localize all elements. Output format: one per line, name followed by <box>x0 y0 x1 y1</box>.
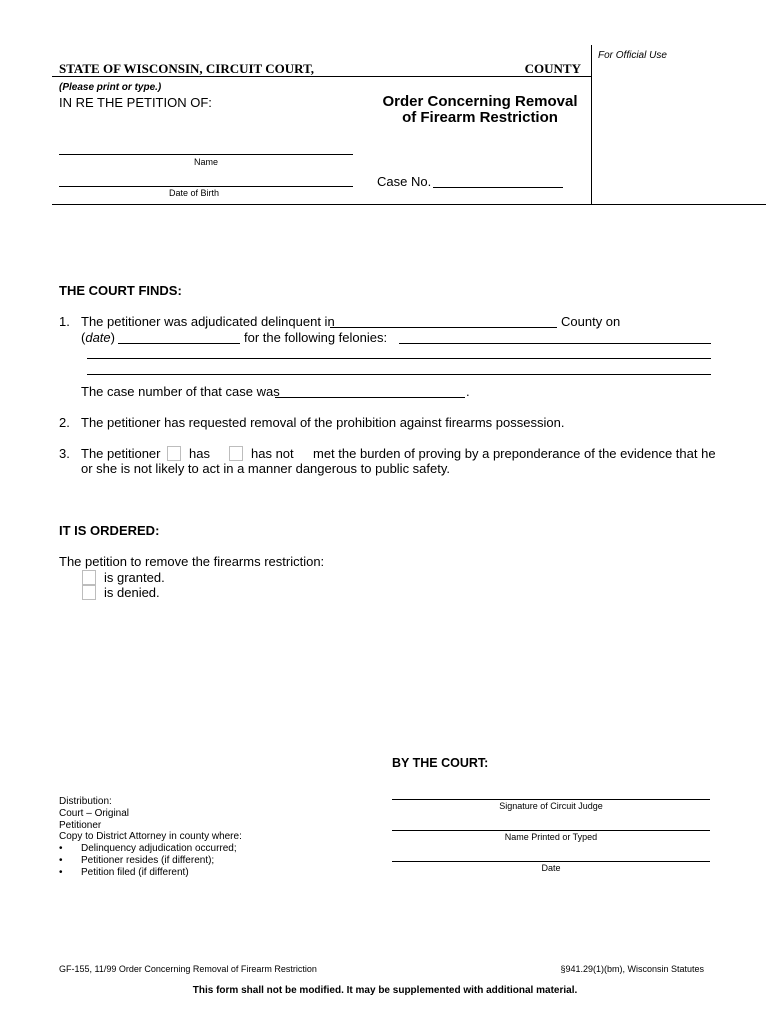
finding-3-text-line2: or she is not likely to act in a manner dangerous to public safety. <box>81 461 451 476</box>
felonies-field-line-3[interactable] <box>87 374 711 375</box>
judge-signature-label: Signature of Circuit Judge <box>499 801 603 811</box>
name-printed-field[interactable] <box>392 830 710 831</box>
date-word: date <box>85 330 111 345</box>
finding-2-number: 2. <box>59 415 70 430</box>
distribution-bullet-2-text: Petitioner resides (if different); <box>81 854 215 866</box>
form-title-line1: Order Concerning Removal <box>382 93 578 110</box>
denied-label: is denied. <box>104 585 160 600</box>
distribution-bullet-3-text: Petition filed (if different) <box>81 866 189 878</box>
granted-label: is granted. <box>104 570 165 585</box>
finding-2-text: The petitioner has requested removal of the prohibition against firearms possession. <box>81 415 565 430</box>
form-id: GF-155, 11/99 Order Concerning Removal of Firearm Restriction <box>59 964 317 974</box>
has-not-label: has not <box>251 446 294 461</box>
has-not-checkbox[interactable] <box>229 446 243 461</box>
case-no-field[interactable] <box>433 187 563 188</box>
finding-3-text-b: met the burden of proving by a preponderance of the evidence that he <box>313 446 716 461</box>
distribution-title: Distribution: <box>59 796 112 807</box>
order-intro: The petition to remove the firearms restriction: <box>59 554 325 569</box>
signature-date-field[interactable] <box>392 861 710 862</box>
modification-notice: This form shall not be modified. It may be supplemented with additional material. <box>192 985 578 996</box>
official-use-label: For Official Use <box>598 50 667 61</box>
denied-checkbox[interactable] <box>82 585 96 600</box>
distribution-line-2: Petitioner <box>59 819 102 831</box>
distribution-bullet-2: • Petitioner resides (if different); <box>59 854 215 866</box>
distribution-bullet-1-text: Delinquency adjudication occurred; <box>81 843 237 855</box>
form-title <box>360 94 600 126</box>
name-label: Name <box>193 157 218 167</box>
case-number-period: . <box>466 384 470 399</box>
has-checkbox[interactable] <box>167 446 181 461</box>
county-field[interactable] <box>330 327 557 328</box>
finding-3-number: 3. <box>59 446 70 461</box>
order-heading: IT IS ORDERED: <box>59 523 160 538</box>
judge-signature-field[interactable] <box>392 799 710 800</box>
date-of-birth-label: Date of Birth <box>168 188 220 198</box>
form-title-line2: of Firearm Restriction <box>402 109 558 126</box>
date-close-paren: ) <box>110 330 115 345</box>
date-label <box>81 330 115 346</box>
distribution-bullet-3: • Petition filed (if different) <box>59 866 189 878</box>
name-field[interactable] <box>59 154 353 155</box>
finding-3-text-a: The petitioner <box>81 446 161 461</box>
finding-1-text-b: County on <box>561 314 621 329</box>
case-number-label: The case number of that case was <box>81 384 280 399</box>
distribution-bullet-1: • Delinquency adjudication occurred; <box>59 843 237 855</box>
granted-checkbox[interactable] <box>82 570 96 585</box>
distribution-line-1: Court – Original <box>59 807 130 819</box>
has-label: has <box>189 446 210 461</box>
finding-1-number: 1. <box>59 314 70 329</box>
by-the-court-label: BY THE COURT: <box>392 756 489 770</box>
date-open-paren: ( <box>81 330 86 345</box>
felonies-label: for the following felonies: <box>244 330 388 345</box>
court-line <box>52 76 591 77</box>
print-note: (Please print or type.) <box>59 82 162 93</box>
finding-1-text-a: The petitioner was adjudicated delinquent in <box>81 314 335 329</box>
felonies-field-line-2[interactable] <box>87 358 711 359</box>
case-no-label: Case No. <box>377 174 432 189</box>
petition-of-label: IN RE THE PETITION OF: <box>59 95 212 110</box>
distribution-block <box>59 796 242 879</box>
date-of-birth-field[interactable] <box>59 186 353 187</box>
felonies-field-line-1[interactable] <box>399 343 711 344</box>
adjudication-date-field[interactable] <box>118 343 240 344</box>
distribution-line-3: Copy to District Attorney in county where: <box>59 831 242 843</box>
signature-date-label: Date <box>541 863 561 873</box>
court-label: STATE OF WISCONSIN, CIRCUIT COURT, <box>59 61 315 76</box>
statute-reference: §941.29(1)(bm), Wisconsin Statutes <box>560 964 704 974</box>
findings-heading: THE COURT FINDS: <box>59 283 182 298</box>
name-printed-label: Name Printed or Typed <box>504 832 598 842</box>
county-label: COUNTY <box>524 61 581 76</box>
header-bottom-rule <box>52 204 766 205</box>
prior-case-number-field[interactable] <box>275 397 465 398</box>
